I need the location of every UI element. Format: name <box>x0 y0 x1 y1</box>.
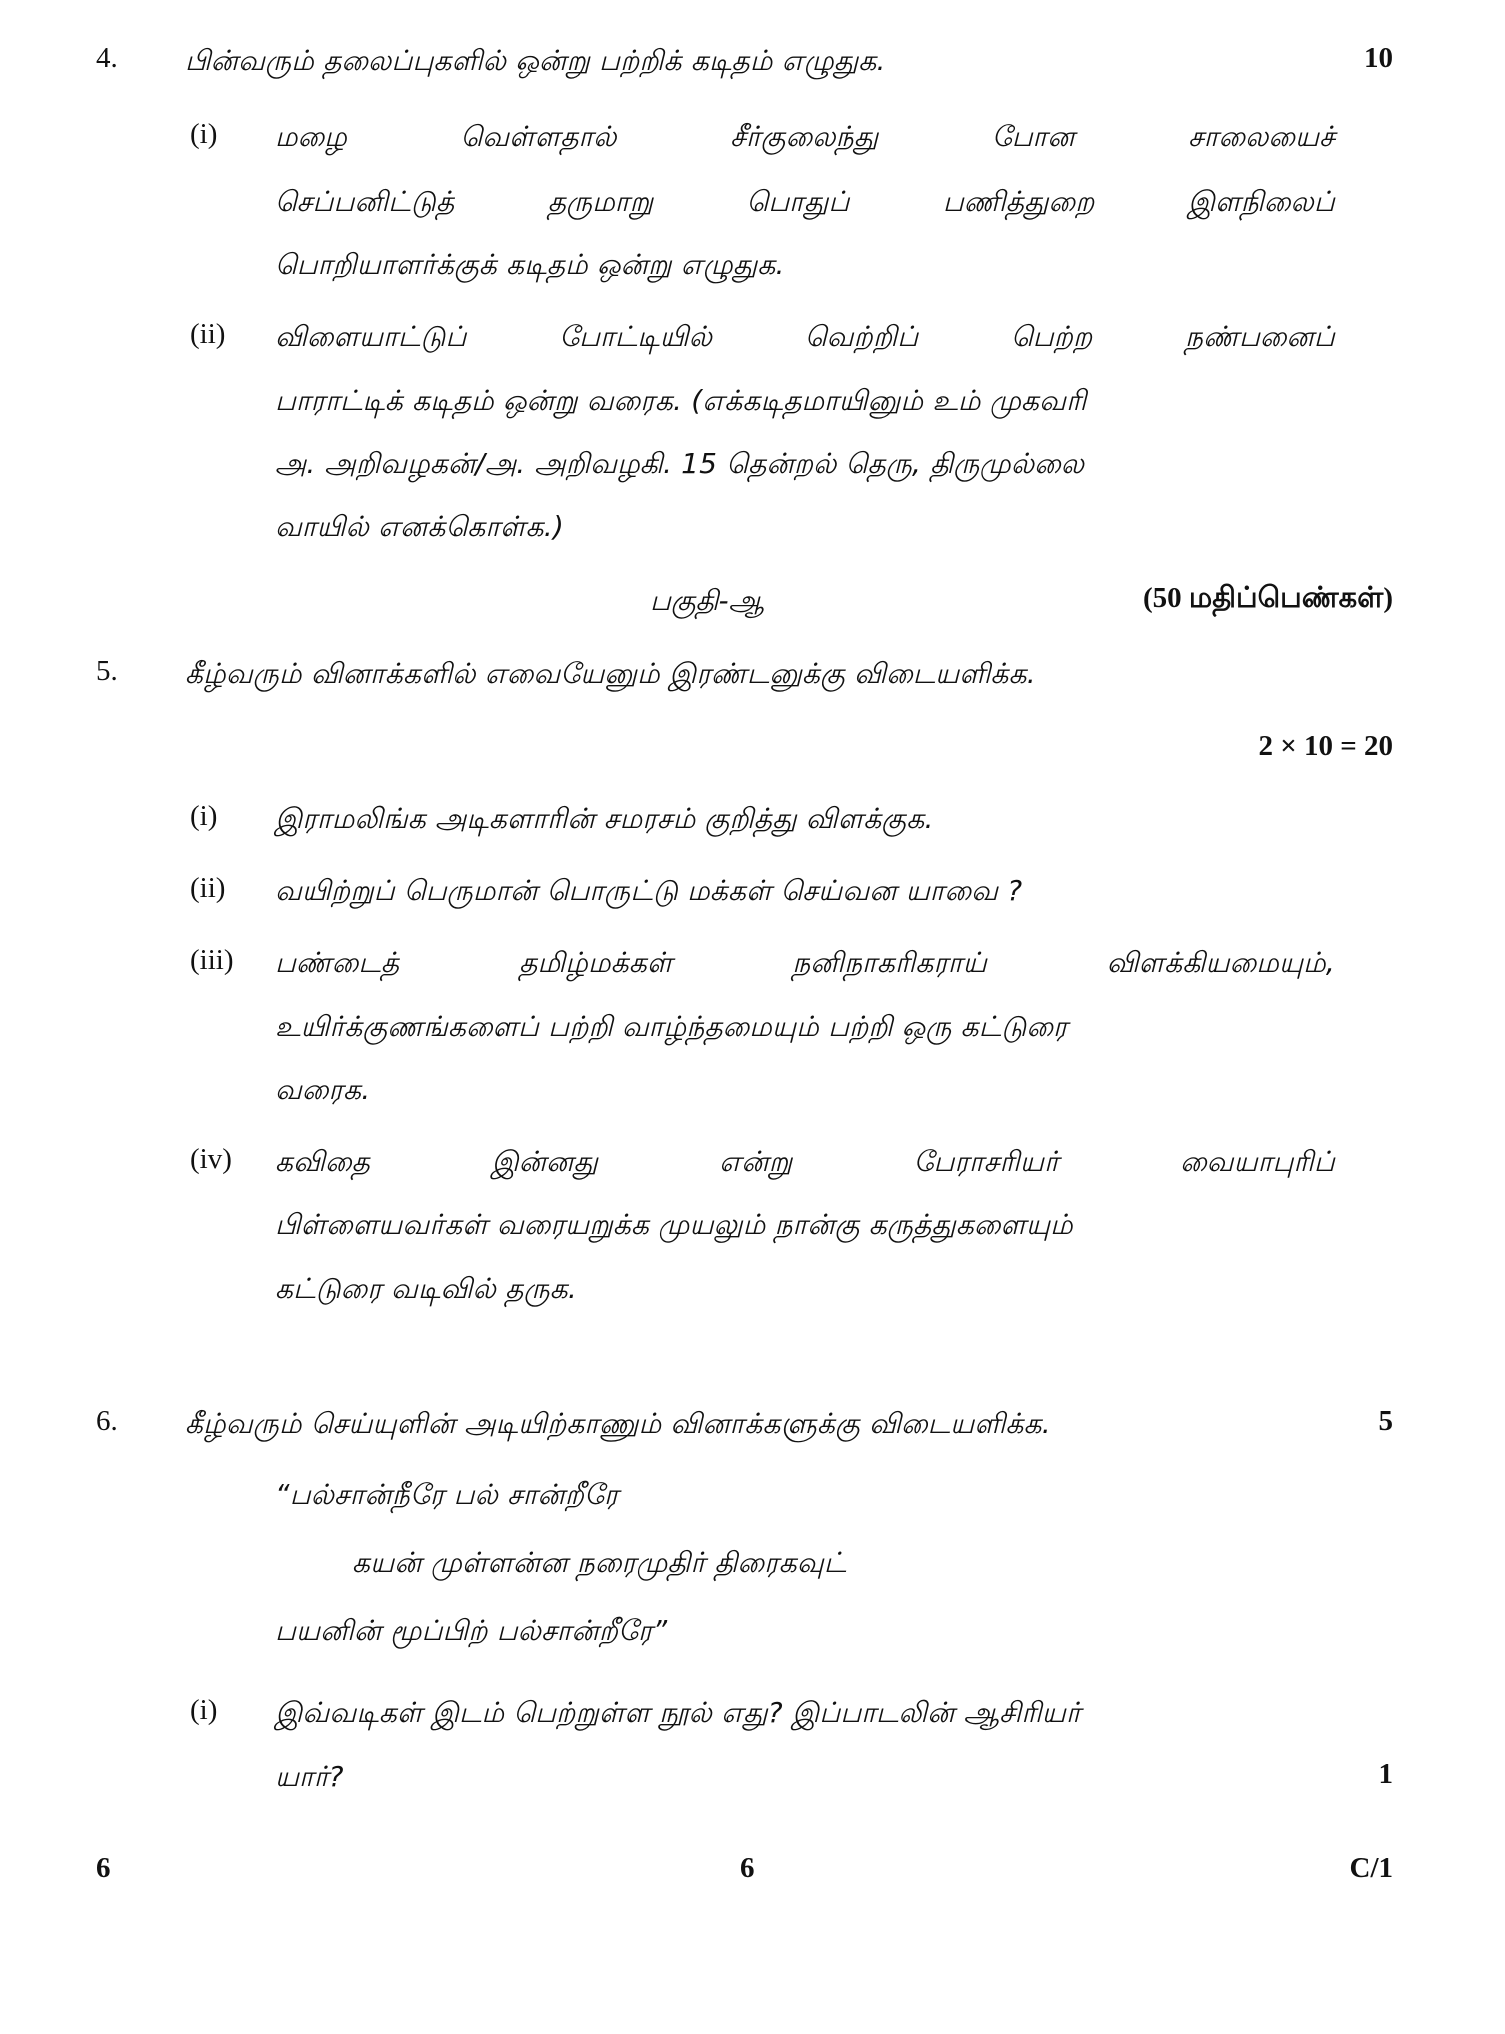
q5-part-iii-line-1 <box>275 946 1335 983</box>
q6-part-i-line-1: இவ்வடிகள் இடம் பெற்றுள்ள நூல் எது? இப்பாடலின் ஆசிரியர் <box>275 1696 1081 1729</box>
word: வையாபுரிப் <box>1180 1145 1335 1178</box>
word: விளக்கியமையும், <box>1106 946 1335 979</box>
word: என்று <box>719 1145 793 1178</box>
word: தருமாறு <box>547 185 654 218</box>
q6-part-i-marks: 1 <box>1378 1758 1393 1790</box>
word: பேராசரியர் <box>913 1145 1059 1178</box>
q5-part-iv-line-3: கட்டுரை வடிவில் தருக. <box>275 1272 577 1305</box>
word: வெற்றிப் <box>804 320 919 353</box>
word: இன்னது <box>491 1145 599 1178</box>
footer-page-left: 6 <box>96 1852 111 1884</box>
q4-part-ii-line-2: பாராட்டிக் கடிதம் ஒன்று வரைக. (எக்கடிதமாயினும் உம் முகவரி <box>275 384 1087 417</box>
word: தமிழ்மக்கள் <box>519 946 673 979</box>
question-4-marks: 10 <box>1364 42 1393 74</box>
footer-code: C/1 <box>1349 1852 1393 1884</box>
q5-part-ii-text: வயிற்றுப் பெருமான் பொருட்டு மக்கள் செய்வன யாவை ? <box>275 874 1023 907</box>
word: நண்பனைப் <box>1185 320 1335 353</box>
question-6-prompt: கீழ்வரும் செய்யுளின் அடியிற்காணும் வினாக்களுக்கு விடையளிக்க. <box>185 1407 1051 1440</box>
q4-part-i-label: (i) <box>190 118 218 150</box>
word: சாலையைச் <box>1188 120 1335 153</box>
word: இளநிலைப் <box>1187 185 1335 218</box>
word: கவிதை <box>275 1145 371 1178</box>
question-6-number: 6. <box>96 1405 118 1437</box>
q4-part-ii-line-4: வாயில் எனக்கொள்க.) <box>275 510 564 543</box>
q4-part-ii-line-3: அ. அறிவழகன்/அ. அறிவழகி. 15 தென்றல் தெரு, திருமுல்லை <box>275 447 1085 480</box>
word: பணித்துறை <box>942 185 1095 218</box>
question-5-marks: 2 × 10 = 20 <box>1258 730 1393 762</box>
word: போட்டியில் <box>559 320 713 353</box>
q4-part-i-line-3: பொறியாளர்க்குக் கடிதம் ஒன்று எழுதுக. <box>275 248 785 281</box>
word: விளையாட்டுப் <box>275 320 467 353</box>
q4-part-i-line-2 <box>275 185 1335 222</box>
section-title: பகுதி-ஆ <box>650 584 765 617</box>
q6-part-i-line-2: யார்? <box>275 1760 344 1793</box>
word: பெற்ற <box>1010 320 1093 353</box>
q5-part-iv-line-2: பிள்ளையவர்கள் வரையறுக்க முயலும் நான்கு கருத்துகளையும் <box>275 1208 1073 1241</box>
q5-part-ii-label: (ii) <box>190 872 226 904</box>
poem-line-3: பயனின் மூப்பிற் பல்சான்றீரே” <box>275 1614 668 1647</box>
word: வெள்ளதால் <box>460 120 617 153</box>
word: போன <box>991 120 1075 153</box>
footer-page-center: 6 <box>740 1852 755 1884</box>
q5-part-iv-label: (iv) <box>190 1143 232 1175</box>
q5-part-iii-label: (iii) <box>190 944 234 976</box>
word: மழை <box>275 120 347 153</box>
word: பொதுப் <box>746 185 850 218</box>
q6-part-i-label: (i) <box>190 1694 218 1726</box>
q5-part-i-label: (i) <box>190 800 218 832</box>
word: நனிநாகரிகராய் <box>792 946 987 979</box>
word: சீர்குலைந்து <box>730 120 879 153</box>
poem-line-2: கயன் முள்ளன்ன நரைமுதிர் திரைகவுட் <box>352 1546 847 1579</box>
q5-part-i-text: இராமலிங்க அடிகளாரின் சமரசம் குறித்து விளக்குக. <box>275 802 934 835</box>
q5-part-iii-line-3: வரைக. <box>275 1073 371 1106</box>
word: பண்டைத் <box>275 946 400 979</box>
question-5-prompt: கீழ்வரும் வினாக்களில் எவையேனும் இரண்டனுக்கு விடையளிக்க. <box>185 657 1036 690</box>
q4-part-ii-line-1 <box>275 320 1335 357</box>
question-6-marks: 5 <box>1378 1405 1393 1437</box>
q4-part-i-line-1 <box>275 120 1335 157</box>
section-marks: (50 மதிப்பெண்கள்) <box>1142 582 1393 614</box>
word: செப்பனிட்டுத் <box>275 185 455 218</box>
question-5-number: 5. <box>96 655 118 687</box>
q5-part-iv-line-1 <box>275 1145 1335 1182</box>
q4-part-ii-label: (ii) <box>190 318 226 350</box>
question-4-number: 4. <box>96 42 118 74</box>
q5-part-iii-line-2: உயிர்க்குணங்களைப் பற்றி வாழ்ந்தமையும் பற்றி ஒரு கட்டுரை <box>275 1010 1068 1043</box>
question-4-prompt: பின்வரும் தலைப்புகளில் ஒன்று பற்றிக் கடிதம் எழுதுக. <box>185 44 886 77</box>
poem-line-1: “பல்சான்நீரே பல் சான்றீரே <box>275 1478 619 1511</box>
